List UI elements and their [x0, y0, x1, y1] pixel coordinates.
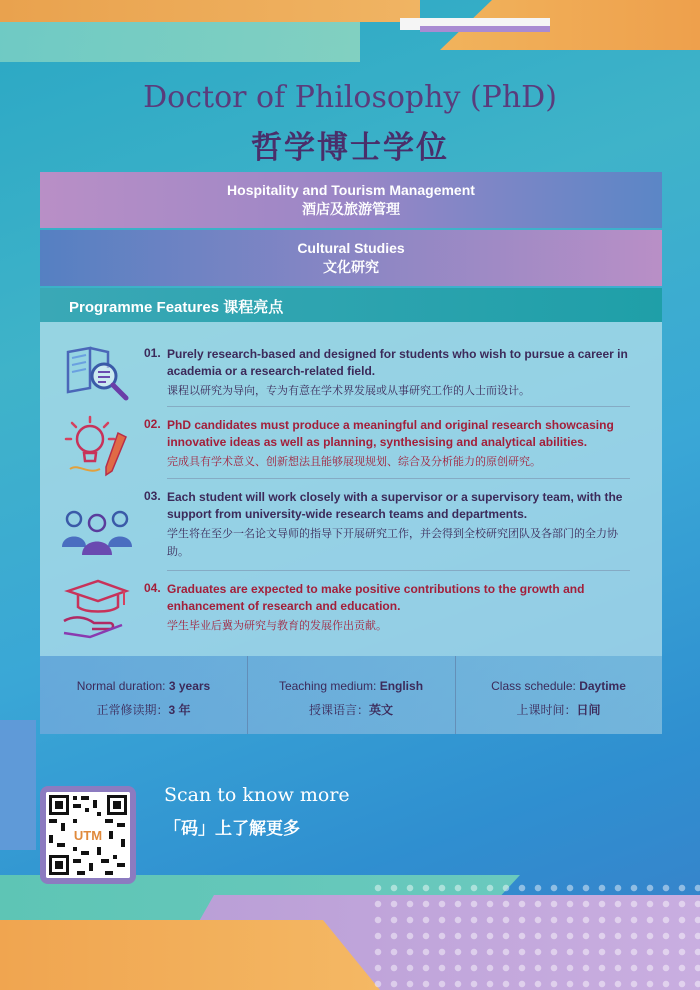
feature-number: 02. — [144, 417, 161, 431]
page-title-chinese: 哲学博士学位 — [251, 130, 449, 166]
dot-pattern — [370, 880, 700, 990]
programme-name-zh: 文化研究 — [323, 259, 379, 275]
top-orange-band — [0, 0, 420, 22]
info-label-zh: 上课时间： — [516, 703, 577, 717]
info-duration — [40, 656, 247, 734]
feature-text-en: Purely research-based and designed for students who wish to pursue a career in academia or a research-related field. — [167, 347, 628, 378]
info-value-zh: 英文 — [369, 703, 394, 717]
top-teal-band — [0, 22, 360, 62]
scan-prompt-en: Scan to know more — [164, 784, 350, 806]
info-value: 3 years — [168, 679, 211, 693]
qr-code[interactable] — [40, 786, 136, 884]
qr-code-image — [46, 792, 130, 878]
feature-text-zh: 学生将在至少一名论文导师的指导下开展研究工作，并会得到全校研究团队及各部门的全力协助。 — [167, 528, 618, 558]
feature-text-en: PhD candidates must produce a meaningful and original research showcasing innovative ideas as well as planning, synthesising and analytical abilities. — [167, 418, 614, 449]
qr-logo: UTM — [73, 828, 103, 843]
info-label: Normal duration: — [76, 679, 166, 693]
scan-prompt-zh: 「码」上了解更多 — [164, 819, 300, 838]
feature-text-zh: 学生毕业后冀为研究与教育的发展作出贡献。 — [167, 620, 387, 632]
info-value-zh: 3 年 — [168, 703, 191, 717]
divider — [167, 478, 630, 479]
programme-name-en: Hospitality and Tourism Management — [227, 182, 475, 198]
page-title: Doctor of Philosophy (PhD) — [143, 80, 557, 115]
programme-name-zh: 酒店及旅游管理 — [302, 201, 400, 217]
info-label: Class schedule: — [491, 679, 576, 693]
lightbulb-pen-icon — [60, 413, 134, 479]
info-medium — [247, 656, 455, 734]
top-right-orange-band — [440, 0, 700, 50]
graduation-cap-hand-icon — [60, 575, 134, 641]
programme-hospitality — [40, 172, 662, 228]
info-label: Teaching medium: — [278, 679, 377, 693]
feature-text-en: Graduates are expected to make positive contributions to the growth and enhancement of research and education. — [167, 582, 585, 613]
info-value-zh: 日间 — [576, 703, 601, 717]
feature-text-zh: 课程以研究为导向，专为有意在学术界发展或从事研究工作的人士而设计。 — [167, 385, 530, 397]
info-value: Daytime — [579, 679, 626, 693]
divider — [167, 570, 630, 571]
programme-name-en: Cultural Studies — [297, 240, 405, 256]
bottom-orange-band — [0, 920, 380, 990]
info-schedule — [455, 656, 662, 734]
feature-text-en: Each student will work closely with a supervisor or a supervisory team, with the support from university-wide research teams and departments. — [167, 490, 623, 521]
divider — [167, 406, 630, 407]
features-heading: Programme Features 课程亮点 — [40, 288, 662, 322]
feature-number: 04. — [144, 581, 161, 595]
top-white-stripe — [400, 18, 550, 30]
info-value: English — [379, 679, 424, 693]
feature-number: 03. — [144, 489, 161, 503]
left-blue-band — [0, 720, 36, 850]
feature-number: 01. — [144, 346, 161, 360]
programme-info-strip — [40, 656, 662, 734]
top-purple-stripe — [420, 26, 550, 32]
features-panel — [40, 322, 662, 656]
info-label-zh: 正常修读期： — [96, 703, 169, 717]
research-book-icon — [60, 338, 134, 404]
feature-text-zh: 完成具有学术意义、创新想法且能够展现规划、综合及分析能力的原创研究。 — [167, 456, 541, 468]
team-people-icon — [60, 501, 134, 567]
programme-cultural-studies — [40, 230, 662, 286]
info-label-zh: 授课语言： — [308, 703, 369, 717]
